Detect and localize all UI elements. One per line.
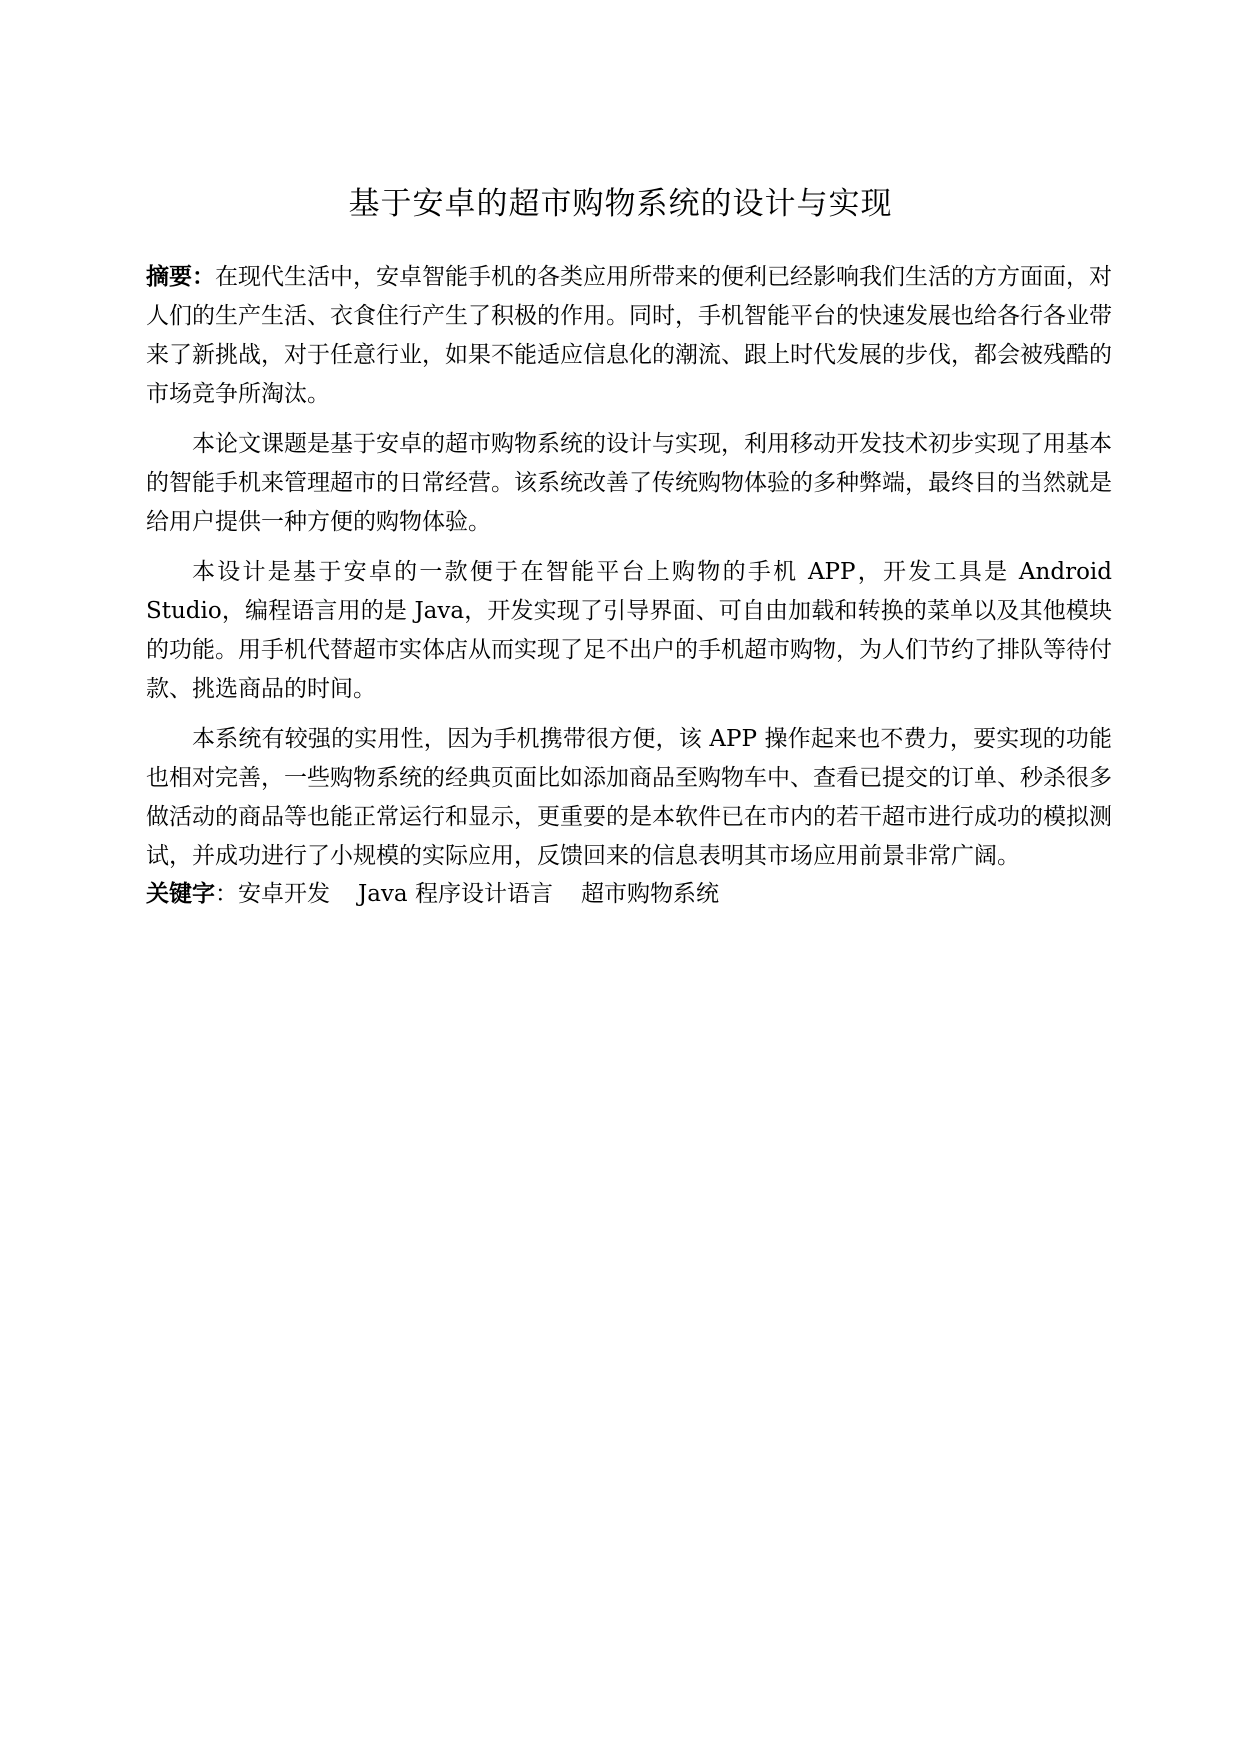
abstract-paragraph-4: 本系统有较强的实用性，因为手机携带很方便，该 APP 操作起来也不费力，要实现的功能也相对完善，一些购物系统的经典页面比如添加商品至购物车中、查看已提交的订单、秒杀很多做活动的商品等也能正常运行和显示，更重要的是本软件已在市内的若干超市进行成功的模拟测试，并成功进行了小规模的实际应用，反馈回来的信息表明其市场应用前景非常广阔。 bbox=[146, 726, 1112, 869]
keyword-2: Java 程序设计语言 bbox=[358, 881, 553, 907]
keyword-3: 超市购物系统 bbox=[580, 881, 719, 907]
keywords-label-colon: ： bbox=[215, 881, 238, 907]
keyword-1: 安卓开发 bbox=[238, 881, 330, 907]
paper-title: 基于安卓的超市购物系统的设计与实现 bbox=[348, 186, 893, 222]
keywords-line bbox=[146, 875, 1112, 914]
abstract-label-colon: ： bbox=[192, 264, 215, 290]
abstract-label: 摘要 bbox=[146, 264, 192, 290]
abstract-section bbox=[146, 258, 1112, 914]
abstract-paragraph-1 bbox=[146, 258, 1112, 414]
abstract-paragraph-1-text: 在现代生活中，安卓智能手机的各类应用所带来的便利已经影响我们生活的方方面面，对人们的生产生活、衣食住行产生了积极的作用。同时，手机智能平台的快速发展也给各行各业带来了新挑战，对于任意行业，如果不能适应信息化的潮流、跟上时代发展的步伐，都会被残酷的市场竞争所淘汰。 bbox=[146, 264, 1112, 407]
abstract-paragraph-2: 本论文课题是基于安卓的超市购物系统的设计与实现，利用移动开发技术初步实现了用基本的智能手机来管理超市的日常经营。该系统改善了传统购物体验的多种弊端，最终目的当然就是给用户提供一种方便的购物体验。 bbox=[146, 431, 1112, 535]
keywords-label: 关键字 bbox=[146, 881, 215, 907]
abstract-paragraph-3: 本设计是基于安卓的一款便于在智能平台上购物的手机 APP，开发工具是 Android Studio，编程语言用的是 Java，开发实现了引导界面、可自由加载和转换的菜单以及其他模块的功能。用手机代替超市实体店从而实现了足不出户的手机超市购物，为人们节约了排队等待付款、挑选商品的时间。 bbox=[146, 559, 1112, 702]
